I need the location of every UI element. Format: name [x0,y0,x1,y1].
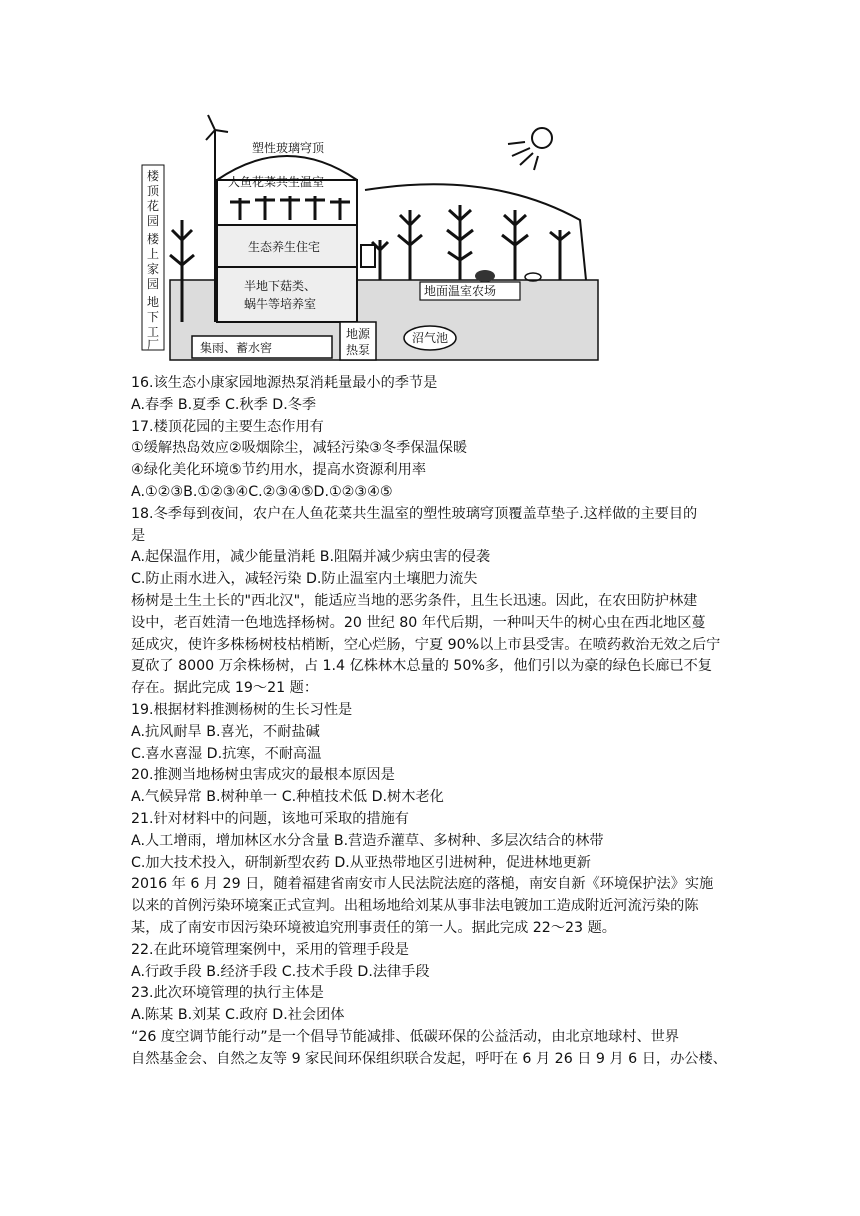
underground-floor [217,267,357,322]
side-label-char: 家 [147,262,160,276]
side-label-char: 楼 [147,169,160,183]
passage-poplar-1: 杨树是土生土长的"西北汉"，能适应当地的恶劣条件，且生长迅速。因此，在农田防护林建 [131,592,698,609]
options-20: A.气候异常 B.树种单一 C.种植技术低 D.树木老化 [131,789,444,806]
label-underground-1: 半地下菇类、 [244,279,317,293]
statements-17a: ①缓解热岛效应②吸烟除尘，减轻污染③冬季保温保暖 [131,440,468,457]
question-20: 20.推测当地杨树虫害成灾的最根本原因是 [131,767,395,784]
document-text [131,373,741,1071]
side-label-char: 厂 [147,338,160,352]
side-label-char: 地 [147,295,160,309]
sun-rays [508,142,538,170]
label-heat-pump-1: 地源 [346,327,371,341]
question-16: 16.该生态小康家园地源热泵消耗量最小的季节是 [131,375,438,391]
question-18-cont: 是 [131,527,146,544]
side-planter [361,245,375,267]
eco-home-diagram [140,110,600,365]
passage-case-3: 某，成了南安市因污染环境被追究刑事责任的第一人。据此完成 22～23 题。 [131,919,616,936]
options-19b: C.喜水喜湿 D.抗寒，不耐高温 [131,745,322,762]
label-biogas: 沼气池 [412,331,449,345]
options-17: A.①②③B.①②③④C.②③④⑤D.①②③④⑤ [131,483,393,500]
options-21b: C.加大技术投入，研制新型农药 D.从亚热带地区引进树种，促进林地更新 [131,854,591,871]
diagram-svg [140,110,600,365]
question-17: 17.楼顶花园的主要生态作用有 [131,418,324,435]
passage-poplar-2: 设中，老百姓清一色地选择杨树。20 世纪 80 年代后期，一种叫天牛的树心虫在西北地区蔓 [131,614,706,631]
options-18b: C.防止雨水进入，减轻污染 D.防止温室内土壤肥力流失 [131,571,478,588]
passage-case-1: 2016 年 6 月 29 日，随着福建省南安市人民法院法庭的落槌，南安自新《环境保护法》实施 [131,876,714,893]
passage-poplar-4: 夏砍了 8000 万余株杨树，占 1.4 亿株林木总量的 50%多，他们引以为豪的绿色长廊已不复 [131,658,712,675]
side-label-char: 园 [147,214,160,228]
options-23: A.陈某 B.刘某 C.政府 D.社会团体 [131,1007,345,1024]
passage-poplar-3: 延成灾，使许多株杨树枝枯梢断，空心烂肠，宁夏 90%以上市县受害。在喷药救治无效之后宁 [131,636,721,653]
options-18a: A.起保温作用，减少能量消耗 B.阻隔并减少病虫害的侵袭 [131,549,491,566]
side-labels [147,168,160,352]
sun-icon [532,128,552,148]
side-label-char: 上 [147,247,160,261]
options-16: A.春季 B.夏季 C.秋季 D.冬季 [131,396,317,413]
field-dome [365,184,586,280]
question-18: 18.冬季每到夜间，农户在人鱼花菜共生温室的塑性玻璃穹顶覆盖草垫子.这样做的主要目的 [131,505,698,522]
label-field-farm: 地面温室农场 [424,284,497,298]
label-rain: 集雨、蓄水窖 [200,341,273,355]
label-heat-pump-2: 热泵 [346,343,371,357]
passage-poplar-5: 存在。据此完成 19～21 题： [131,680,319,697]
options-21a: A.人工增雨，增加林区水分含量 B.营造乔灌草、多树种、多层次结合的林带 [131,832,604,849]
label-roof: 塑性玻璃穹顶 [252,141,325,155]
label-residence: 生态养生住宅 [248,240,321,254]
question-21: 21.针对材料中的问题，该地可采取的措施有 [131,810,409,827]
side-label-char: 顶 [147,184,160,198]
options-22: A.行政手段 B.经济手段 C.技术手段 D.法律手段 [131,963,430,980]
animal-icon [475,270,495,282]
question-22: 22.在此环境管理案例中，采用的管理手段是 [131,941,409,958]
side-label-char: 园 [147,277,160,291]
wind-turbine-icon [206,115,228,140]
question-19: 19.根据材料推测杨树的生长习性是 [131,701,353,718]
passage-ac-1: “26 度空调节能行动”是一个倡导节能减排、低碳环保的公益活动，由北京地球村、世界 [131,1028,680,1045]
side-label-char: 下 [147,310,160,324]
question-23: 23.此次环境管理的执行主体是 [131,985,324,1002]
passage-ac-2: 自然基金会、自然之友等 9 家民间环保组织联合发起，呼吁在 6 月 26 日 9 月 6 日，办公楼、 [131,1050,727,1067]
statements-17b: ④绿化美化环境⑤节约用水，提高水资源利用率 [131,462,427,479]
side-label-char: 工 [147,325,160,339]
label-greenhouse: 人鱼花菜共生温室 [228,175,325,189]
label-underground-2: 蜗牛等培养室 [244,297,317,311]
options-19a: A.抗风耐旱 B.喜光，不耐盐碱 [131,723,320,740]
side-label-char: 花 [147,199,160,213]
passage-case-2: 以来的首例污染环境案正式宣判。出租场地给刘某从事非法电镀加工造成附近河流污染的陈 [131,898,699,915]
side-label-char: 楼 [147,232,160,246]
